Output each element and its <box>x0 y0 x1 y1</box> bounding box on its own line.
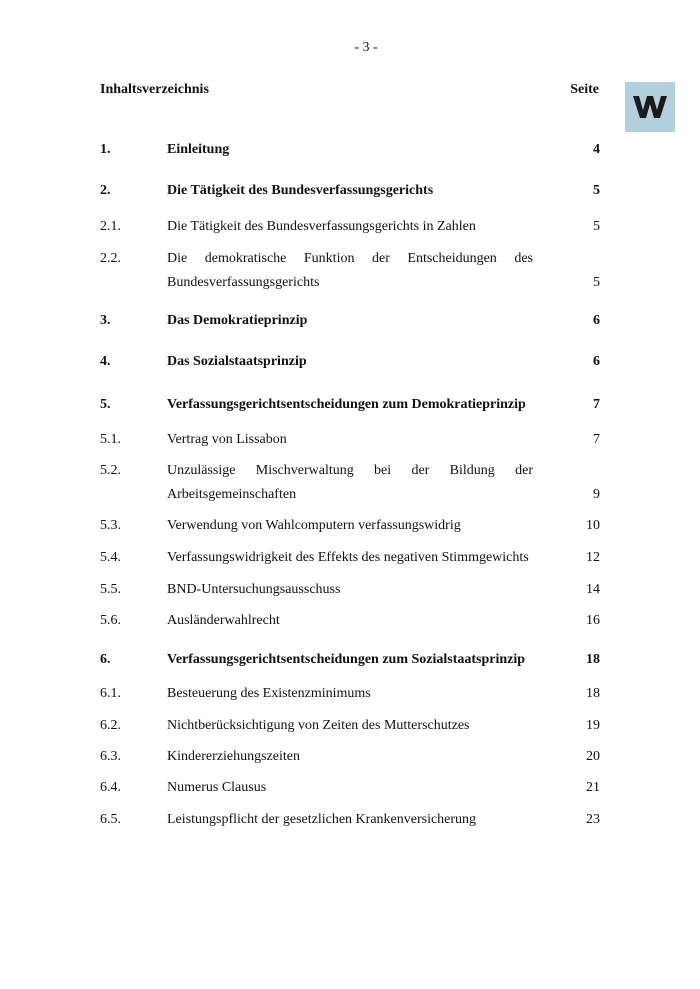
toc-word: Die <box>167 251 188 266</box>
toc-entry-number: 6.1. <box>100 686 121 701</box>
toc-entry-number: 2.2. <box>100 251 121 266</box>
toc-entry-title: Die Tätigkeit des Bundesverfassungsgerichts in Zahlen <box>167 219 476 234</box>
toc-entry-number: 3. <box>100 313 111 328</box>
toc-word: Entscheidungen <box>407 251 497 266</box>
toc-entry-number: 2. <box>100 183 111 198</box>
toc-entry-page: 5 <box>593 275 600 290</box>
toc-entry-title: Besteuerung des Existenzminimums <box>167 686 371 701</box>
toc-entry-title: Kindererziehungszeiten <box>167 749 300 764</box>
toc-entry-page: 9 <box>593 487 600 502</box>
toc-word: Mischverwaltung <box>255 463 354 478</box>
toc-entry-page: 18 <box>586 652 600 667</box>
toc-word: demokratische <box>204 251 287 266</box>
toc-entry-page: 5 <box>593 183 600 198</box>
toc-entry-number: 5.1. <box>100 432 121 447</box>
toc-entry-title-line1 <box>167 463 533 479</box>
toc-word: Bildung <box>449 463 495 478</box>
toc-word: der <box>411 463 430 478</box>
toc-entry-title: Verfassungsgerichtsentscheidungen zum Sozialstaatsprinzip <box>167 652 526 667</box>
toc-entry-number: 5.3. <box>100 518 121 533</box>
toc-entry-number: 6.2. <box>100 718 121 733</box>
toc-entry-title-line1 <box>167 251 533 267</box>
toc-page-heading: Seite <box>570 82 599 97</box>
toc-entry-title: BND-Untersuchungsausschuss <box>167 582 341 597</box>
toc-entry-number: 6.5. <box>100 812 121 827</box>
toc-word: Unzulässige <box>167 463 236 478</box>
toc-entry-title: Leistungspflicht der gesetzlichen Krankenversicherung <box>167 812 477 827</box>
toc-entry-page: 7 <box>593 397 600 412</box>
toc-entry-page: 19 <box>586 718 600 733</box>
toc-entry-title: Nichtberücksichtigung von Zeiten des Mutterschutzes <box>167 718 470 733</box>
toc-entry-title: Verwendung von Wahlcomputern verfassungswidrig <box>167 518 461 533</box>
toc-entry-page: 5 <box>593 219 600 234</box>
toc-entry-number: 5. <box>100 397 111 412</box>
toc-entry-title: Verfassungsgerichtsentscheidungen zum Demokratieprinzip <box>167 397 526 412</box>
publisher-logo <box>625 82 675 132</box>
toc-entry-number: 5.6. <box>100 613 121 628</box>
toc-entry-page: 6 <box>593 313 600 328</box>
toc-entry-number: 6.4. <box>100 780 121 795</box>
toc-entry-page: 10 <box>586 518 600 533</box>
toc-word: des <box>514 251 533 266</box>
toc-entry-title: Verfassungswidrigkeit des Effekts des negativen Stimmgewichts <box>167 550 529 565</box>
toc-entry-number: 6.3. <box>100 749 121 764</box>
toc-word: bei <box>374 463 392 478</box>
toc-entry-page: 14 <box>586 582 600 597</box>
toc-entry-title: Numerus Clausus <box>167 780 267 795</box>
w-logo-icon <box>633 96 667 118</box>
toc-entry-page: 12 <box>586 550 600 565</box>
toc-entry-page: 4 <box>593 142 600 157</box>
toc-entry-number: 5.5. <box>100 582 121 597</box>
toc-entry-title: Vertrag von Lissabon <box>167 432 287 447</box>
toc-entry-title: Einleitung <box>167 142 230 157</box>
toc-entry-number: 4. <box>100 354 111 369</box>
toc-heading: Inhaltsverzeichnis <box>100 82 209 97</box>
page-number: - 3 - <box>354 40 378 55</box>
toc-entry-number: 5.4. <box>100 550 121 565</box>
toc-word: der <box>371 251 390 266</box>
toc-entry-number: 1. <box>100 142 111 157</box>
toc-entry-page: 20 <box>586 749 600 764</box>
toc-entry-title: Die Tätigkeit des Bundesverfassungsgerichts <box>167 183 434 198</box>
toc-entry-number: 5.2. <box>100 463 121 478</box>
toc-entry-page: 7 <box>593 432 600 447</box>
toc-entry-page: 6 <box>593 354 600 369</box>
toc-entry-page: 21 <box>586 780 600 795</box>
toc-entry-page: 18 <box>586 686 600 701</box>
toc-entry-page: 16 <box>586 613 600 628</box>
toc-entry-number: 6. <box>100 652 111 667</box>
toc-word: Funktion <box>303 251 355 266</box>
toc-word: der <box>515 463 533 478</box>
toc-entry-title-line2: Bundesverfassungsgerichts <box>167 275 320 290</box>
toc-entry-title: Das Sozialstaatsprinzip <box>167 354 307 369</box>
toc-entry-title-line2: Arbeitsgemeinschaften <box>167 487 297 502</box>
toc-entry-title: Das Demokratieprinzip <box>167 313 308 328</box>
toc-entry-page: 23 <box>586 812 600 827</box>
toc-header <box>100 82 599 102</box>
toc-entry-number: 2.1. <box>100 219 121 234</box>
toc-entry-title: Ausländerwahlrecht <box>167 613 280 628</box>
